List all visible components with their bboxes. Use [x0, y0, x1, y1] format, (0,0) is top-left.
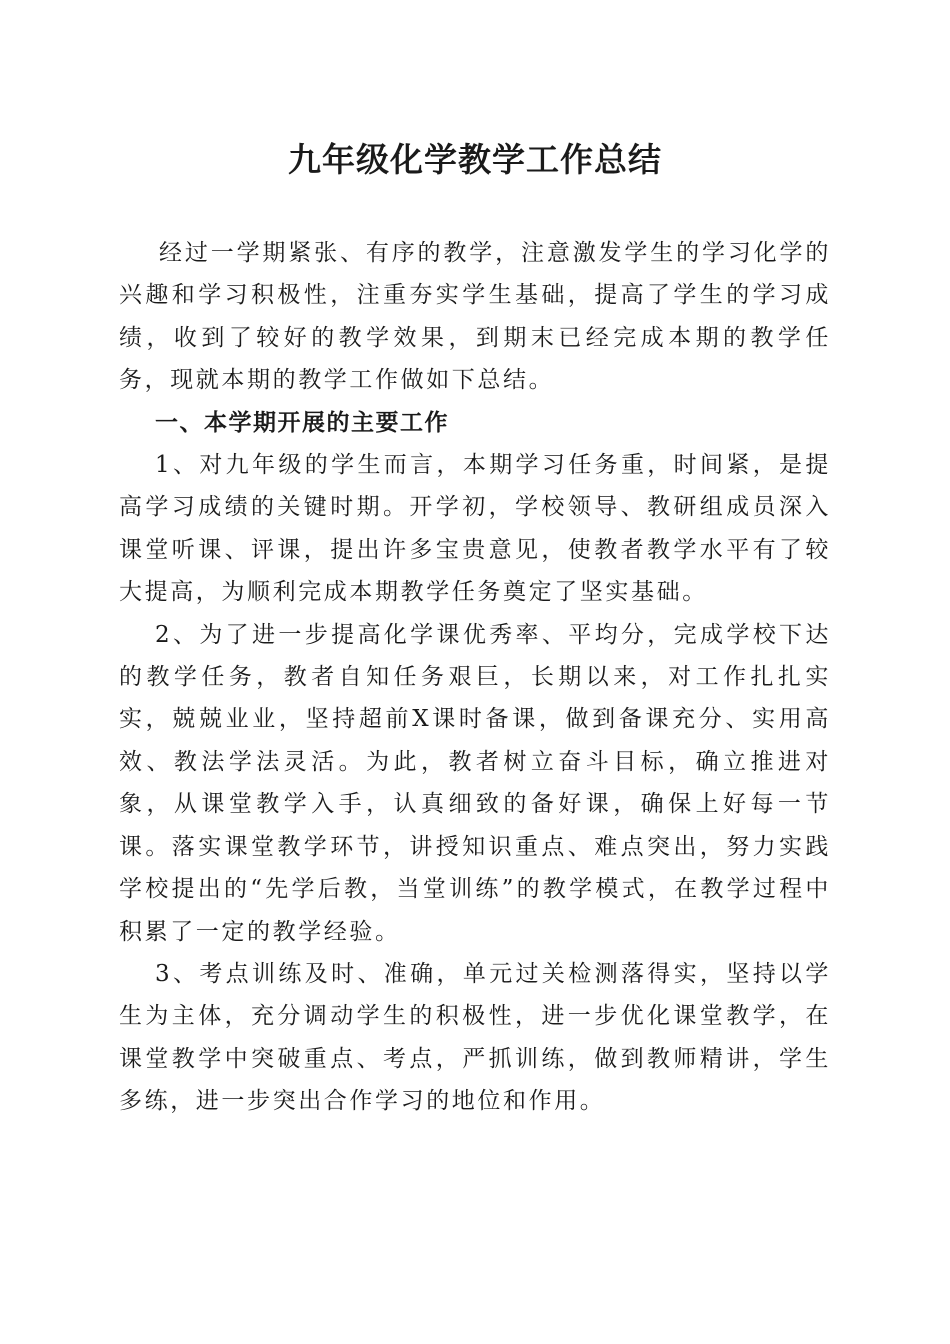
document-body [119, 232, 831, 1123]
list-item: 1、对九年级的学生而言，本期学习任务重，时间紧，是提高学习成绩的关键时期。开学初，学校领导、教研组成员深入课堂听课、评课，提出许多宝贵意见，使教者教学水平有了较大提高，为顺利完成本期教学任务奠定了坚实基础。 [119, 452, 831, 606]
section-heading: 一、本学期开展的主要工作 [155, 409, 449, 436]
document-title: 九年级化学教学工作总结 [288, 140, 662, 179]
list-item: 2、为了进一步提高化学课优秀率、平均分，完成学校下达的教学任务，教者自知任务艰巨，长期以来，对工作扎扎实实，兢兢业业，坚持超前X课时备课，做到备课充分、实用高效、教法学法灵活。为此，教者树立奋斗目标，确立推进对象，从课堂教学入手，认真细致的备好课，确保上好每一节课。落实课堂教学环节，讲授知识重点、难点突出，努力实践学校提出的“先学后教，当堂训练”的教学模式，在教学过程中积累了一定的教学经验。 [119, 621, 831, 945]
list-item: 3、考点训练及时、准确，单元过关检测落得实，坚持以学生为主体，充分调动学生的积极性，进一步优化课堂教学，在课堂教学中突破重点、考点，严抓训练，做到教师精讲，学生多练，进一步突出合作学习的地位和作用。 [119, 960, 831, 1115]
intro-paragraph: 经过一学期紧张、有序的教学，注意激发学生的学习化学的兴趣和学习积极性，注重夯实学生基础，提高了学生的学习成绩，收到了较好的教学效果，到期末已经完成本期的教学任务，现就本期的教学工作做如下总结。 [119, 240, 831, 394]
